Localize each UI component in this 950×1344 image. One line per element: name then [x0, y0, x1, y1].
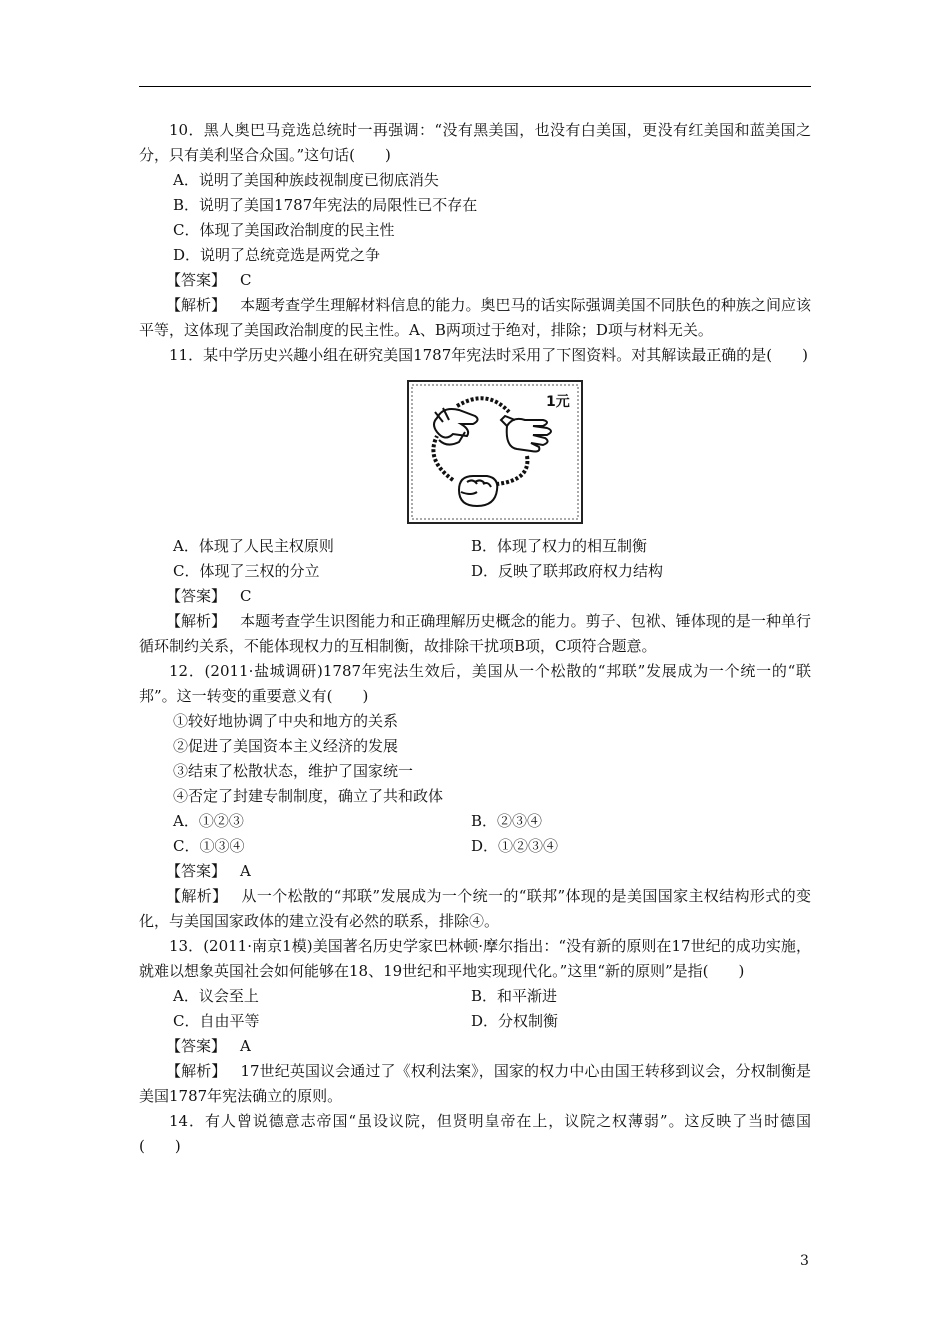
- q11-option-d: D．反映了联邦政府权力结构: [471, 562, 664, 580]
- answer-label: 【答案】: [166, 587, 227, 605]
- stamp-value-label: 1元: [546, 394, 570, 410]
- q11-stem: 11．某中学历史兴趣小组在研究美国1787年宪法时采用了下图资料。对其解读最正确的是( ): [169, 346, 808, 364]
- q11-options-row-2: [139, 559, 811, 584]
- q13-explanation: [139, 1059, 811, 1109]
- q10-option-d: D．说明了总统竞选是两党之争: [173, 246, 381, 264]
- explanation-text: 从一个松散的“邦联”发展成为一个统一的“联邦”体现的是美国国家主权结构形式的变化，与美国国家政体的建立没有必然的联系，排除④。: [139, 887, 811, 930]
- q13-stem: 13．(2011·南京1模)美国著名历史学家巴林顿·摩尔指出：“没有新的原则在17世纪的成功实施，就难以想象英国社会如何能够在18、19世纪和平地实现现代化。”这里“新的原则”是指( ): [139, 937, 811, 980]
- explanation-label: 【解析】: [166, 1062, 227, 1080]
- explanation-label: 【解析】: [166, 296, 227, 314]
- q12-option-d: D．①②③④: [471, 837, 559, 855]
- q12-option-b: B．②③④: [471, 812, 543, 830]
- q12-stem: 12．(2011·盐城调研)1787年宪法生效后，美国从一个松散的“邦联”发展成为一个统一的“联邦”。这一转变的重要意义有( ): [139, 662, 811, 705]
- answer-label: 【答案】: [166, 862, 227, 880]
- answer-value: C: [240, 271, 252, 289]
- answer-label: 【答案】: [166, 1037, 227, 1055]
- explanation-label: 【解析】: [166, 612, 227, 630]
- header-rule: [139, 86, 811, 87]
- answer-value: C: [240, 587, 252, 605]
- q11-answer: [139, 584, 811, 609]
- q11-option-c: C．体现了三权的分立: [173, 562, 320, 580]
- q10-option-b: B．说明了美国1787年宪法的局限性已不存在: [173, 196, 478, 214]
- q14-stem: 14．有人曾说德意志帝国“虽设议院，但贤明皇帝在上，议院之权薄弱”。这反映了当时德国( ): [139, 1112, 811, 1155]
- q13-answer: [139, 1034, 811, 1059]
- q13-option-d: D．分权制衡: [471, 1012, 559, 1030]
- q10-option-a: A．说明了美国种族歧视制度已彻底消失: [173, 171, 439, 189]
- q11-explanation: [139, 609, 811, 659]
- explanation-text: 本题考查学生理解材料信息的能力。奥巴马的话实际强调美国不同肤色的种族之间应该平等，这体现了美国政治制度的民主性。A、B两项过于绝对，排除；D项与材料无关。: [139, 296, 811, 339]
- paper-hand-icon: [501, 416, 551, 452]
- q11-option-a: A．体现了人民主权原则: [173, 537, 334, 555]
- explanation-text: 本题考查学生识图能力和正确理解历史概念的能力。剪子、包袱、锤体现的是一种单行循环制约关系，不能体现权力的互相制衡，故排除干扰项B项，C项符合题意。: [139, 612, 811, 655]
- q12-answer: [139, 859, 811, 884]
- q10-stem: 10．黑人奥巴马竞选总统时一再强调：“没有黑美国，也没有白美国，更没有红美国和蓝美国之分，只有美利坚合众国。”这句话( ): [139, 121, 811, 164]
- document-body: [139, 118, 811, 1159]
- answer-value: A: [240, 862, 251, 880]
- q10-answer: [139, 268, 811, 293]
- explanation-label: 【解析】: [166, 887, 228, 905]
- cycle-arrows-icon: [433, 398, 527, 484]
- answer-value: A: [240, 1037, 251, 1055]
- q12-options-row-2: [139, 834, 811, 859]
- q12-option-a: A．①②③: [173, 812, 244, 830]
- q13-options-row-2: [139, 1009, 811, 1034]
- q11-option-b: B．体现了权力的相互制衡: [471, 537, 648, 555]
- q12-item-2: ②促进了美国资本主义经济的发展: [173, 737, 399, 755]
- q13-option-a: A．议会至上: [173, 987, 259, 1005]
- q12-item-4: ④否定了封建专制制度，确立了共和政体: [173, 787, 444, 805]
- page-number: 3: [800, 1253, 809, 1269]
- q12-explanation: [139, 884, 811, 934]
- rock-paper-scissors-illustration: [409, 382, 581, 522]
- stamp-figure: [407, 380, 583, 524]
- q13-option-c: C．自由平等: [173, 1012, 260, 1030]
- rock-fist-icon: [459, 476, 497, 506]
- q12-item-3: ③结束了松散状态，维护了国家统一: [173, 762, 414, 780]
- q12-options-row-1: [139, 809, 811, 834]
- q12-option-c: C．①③④: [173, 837, 245, 855]
- q13-options-row-1: [139, 984, 811, 1009]
- q12-item-1: ①较好地协调了中央和地方的关系: [173, 712, 399, 730]
- q10-option-c: C．体现了美国政治制度的民主性: [173, 221, 395, 239]
- q10-explanation: [139, 293, 811, 343]
- explanation-text: 17世纪英国议会通过了《权利法案》，国家的权力中心由国王转移到议会，分权制衡是美国1787年宪法确立的原则。: [139, 1062, 811, 1105]
- answer-label: 【答案】: [166, 271, 227, 289]
- q11-options-row-1: [139, 534, 811, 559]
- q13-option-b: B．和平渐进: [471, 987, 558, 1005]
- scissors-hand-icon: [434, 408, 478, 445]
